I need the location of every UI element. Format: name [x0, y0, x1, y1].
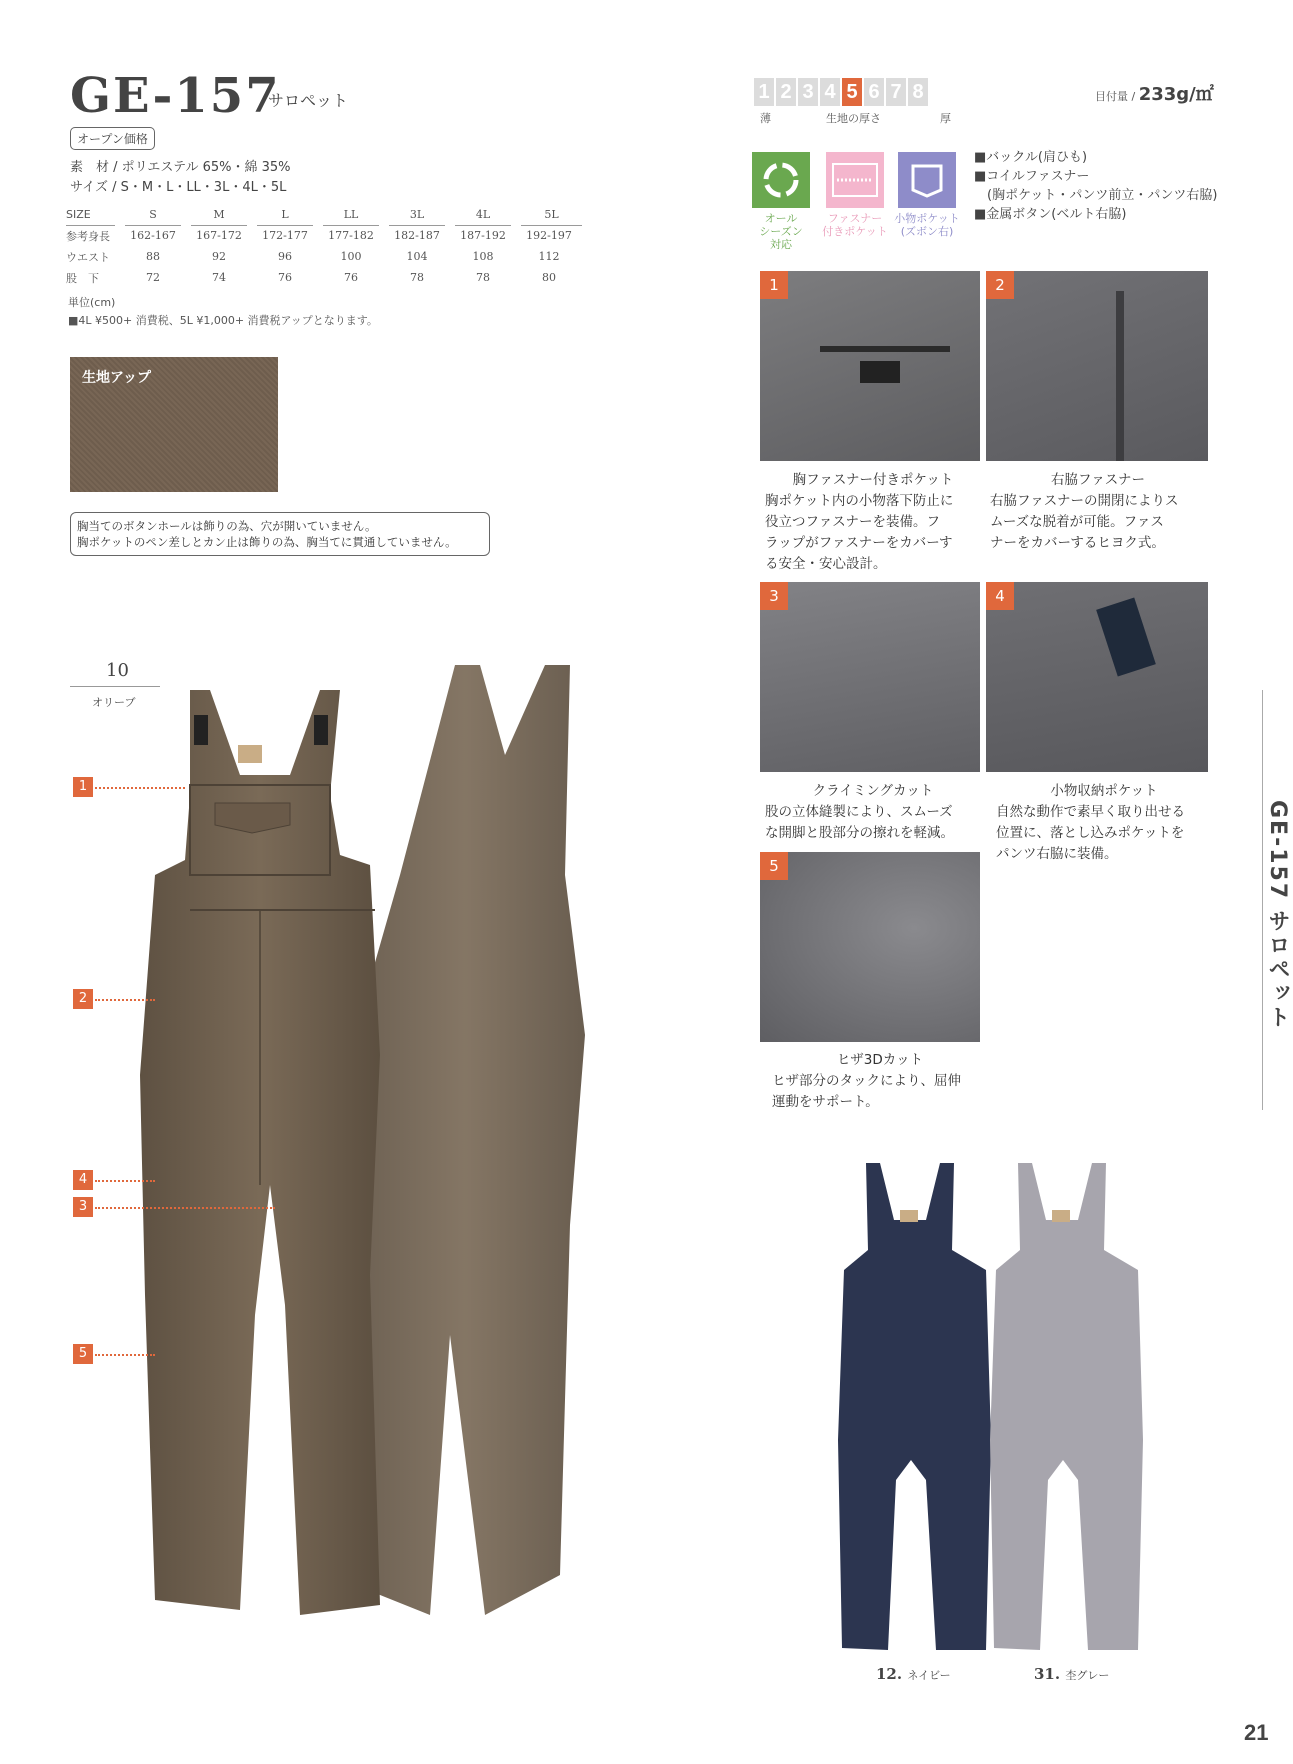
pocket-tab-graphic	[860, 361, 900, 383]
detail-text: 運動をサポート。	[772, 1094, 879, 1110]
detail-photo-2	[986, 271, 1208, 461]
callout-marker-1: 1	[73, 777, 93, 797]
size-col: S	[120, 204, 186, 225]
detail-text: ラップがファスナーをカバーす	[765, 535, 953, 551]
table-cell: 187-192	[460, 229, 506, 243]
detail-photo-5	[760, 852, 980, 1042]
sizes-line: サイズ / S・M・L・LL・3L・4L・5L	[70, 180, 287, 195]
detail-title: ヒザ3Dカット	[836, 1052, 924, 1068]
table-cell: 88	[146, 250, 160, 263]
thickness-thick-label: 厚	[940, 112, 951, 125]
thickness-label: 生地の厚さ	[826, 112, 881, 125]
thickness-level: 8	[908, 78, 928, 106]
overall-main-image	[130, 655, 690, 1655]
size-col: LL	[318, 204, 384, 225]
feature-item: (胸ポケット・パンツ前立・パンツ右脇)	[974, 188, 1218, 203]
size-head-label: SIZE	[66, 204, 120, 225]
detail-number: 2	[986, 271, 1014, 299]
color-number: 10	[106, 660, 129, 681]
detail-text: 位置に、落とし込みポケットを	[996, 825, 1185, 841]
table-cell: 177-182	[328, 229, 374, 243]
table-cell: 76	[278, 271, 292, 284]
weight-label: 目付量 /	[1095, 90, 1136, 103]
callout-marker-5: 5	[73, 1344, 93, 1364]
overall-variant-gray-image	[996, 1160, 1156, 1660]
table-cell: 96	[278, 250, 292, 263]
detail-title: クライミングカット	[812, 783, 934, 799]
feature-item: ■コイルファスナー	[974, 169, 1090, 184]
detail-caption-4	[996, 781, 1212, 865]
phone-graphic	[1096, 598, 1156, 677]
detail-number: 3	[760, 582, 788, 610]
callout-leader	[95, 1180, 155, 1182]
feature-item: ■バックル(肩ひも)	[974, 150, 1088, 165]
table-cell: 100	[340, 250, 362, 263]
callout-leader	[95, 1354, 155, 1356]
detail-number: 4	[986, 582, 1014, 610]
unit-label: 単位(cm)	[68, 296, 116, 309]
zipper-graphic	[820, 346, 950, 352]
variant-name: 杢グレー	[1065, 1669, 1110, 1682]
table-cell: 192-197	[526, 229, 572, 243]
variant-number: 12.	[876, 1665, 903, 1683]
detail-caption-1	[765, 470, 981, 575]
note-box	[70, 512, 490, 556]
detail-number: 5	[760, 852, 788, 880]
detail-title: 小物収納ポケット	[1050, 783, 1158, 799]
callout-leader	[95, 787, 185, 789]
fabric-swatch	[70, 357, 278, 492]
detail-photo-3	[760, 582, 980, 772]
callout-marker-4: 4	[73, 1170, 93, 1190]
fabric-weight	[1095, 80, 1214, 106]
small-pocket-icon	[898, 152, 956, 208]
side-zipper-graphic	[1116, 291, 1124, 461]
thickness-level: 2	[776, 78, 796, 106]
size-table-header-row	[66, 204, 582, 225]
detail-caption-5	[772, 1050, 988, 1113]
thickness-level: 6	[864, 78, 884, 106]
fabric-label: 生地アップ	[82, 370, 152, 386]
variant-number: 31.	[1034, 1665, 1061, 1683]
detail-text: 胸ポケット内の小物落下防止に	[765, 493, 954, 509]
detail-caption-2	[990, 470, 1206, 554]
detail-text: 自然な動作で素早く取り出せる	[996, 804, 1185, 820]
size-col: 4L	[450, 204, 516, 225]
table-cell: 74	[212, 271, 226, 284]
variant-label-navy	[876, 1665, 951, 1683]
table-cell: 104	[406, 250, 428, 263]
detail-title: 右脇ファスナー	[1051, 472, 1145, 488]
detail-photo-4	[986, 582, 1208, 772]
detail-caption-3	[765, 781, 981, 844]
detail-text: な開脚と股部分の擦れを軽減。	[765, 825, 954, 841]
row-label: 参考身長	[66, 229, 110, 243]
weight-value: 233g/㎡	[1138, 84, 1214, 105]
thickness-level: 4	[820, 78, 840, 106]
thickness-level-selected: 5	[842, 78, 862, 106]
table-cell: 167-172	[196, 229, 242, 243]
detail-text: パンツ右脇に装備。	[996, 846, 1118, 862]
callout-leader	[95, 1207, 275, 1209]
caption-line: 小物ポケット	[894, 212, 960, 225]
tax-note: ■4L ¥500+ 消費税、5L ¥1,000+ 消費税アップとなります。	[68, 314, 378, 327]
table-cell: 72	[146, 271, 160, 284]
size-col: 5L	[516, 204, 582, 225]
detail-number: 1	[760, 271, 788, 299]
size-col: M	[186, 204, 252, 225]
callout-leader	[95, 999, 155, 1001]
table-cell: 108	[472, 250, 494, 263]
table-cell: 182-187	[394, 229, 440, 243]
caption-line: オール	[764, 212, 798, 225]
thickness-level: 3	[798, 78, 818, 106]
all-season-caption	[746, 212, 816, 251]
thickness-level: 7	[886, 78, 906, 106]
side-tab-label: GE-157 サロペット	[1265, 800, 1290, 1030]
feature-item: ■金属ボタン(ベルト右脇)	[974, 207, 1127, 222]
caption-line: ファスナー	[827, 212, 883, 225]
small-pocket-caption	[892, 212, 962, 238]
table-row	[66, 267, 582, 288]
table-row	[66, 225, 582, 246]
price-tag: オープン価格	[70, 127, 155, 150]
all-season-icon	[752, 152, 810, 208]
detail-text: ヒザ部分のタックにより、屈伸	[772, 1073, 961, 1089]
table-cell: 92	[212, 250, 226, 263]
table-cell: 172-177	[262, 229, 308, 243]
table-cell: 162-167	[130, 229, 176, 243]
zipper-pocket-icon	[826, 152, 884, 208]
page-number: 21	[1244, 1720, 1269, 1745]
note-line: 胸当てのボタンホールは飾りの為、穴が開いていません。	[77, 519, 377, 533]
callout-marker-3: 3	[73, 1197, 93, 1217]
table-cell: 80	[542, 271, 556, 284]
detail-text: ナーをカバーするヒヨク式。	[990, 535, 1165, 551]
detail-text: 右脇ファスナーの開閉によりス	[990, 493, 1179, 509]
thickness-level: 1	[754, 78, 774, 106]
zipper-pocket-caption	[820, 212, 890, 238]
product-type: サロペット	[268, 91, 349, 110]
detail-photo-1	[760, 271, 980, 461]
color-name: オリーブ	[92, 696, 136, 709]
caption-line: 対応	[770, 238, 792, 251]
size-table	[66, 204, 582, 288]
row-label: 股 下	[66, 271, 99, 285]
overall-variant-navy-image	[836, 1160, 996, 1660]
detail-title: 胸ファスナー付きポケット	[792, 472, 954, 488]
note-line: 胸ポケットのペン差しとカン止は飾りの為、胸当てに貫通していません。	[77, 535, 457, 549]
thickness-thin-label: 薄	[760, 112, 771, 125]
size-col: L	[252, 204, 318, 225]
material-line: 素 材 / ポリエステル 65%・綿 35%	[70, 160, 291, 175]
size-col: 3L	[384, 204, 450, 225]
variant-label-gray	[1034, 1665, 1109, 1683]
table-cell: 78	[410, 271, 424, 284]
caption-line: シーズン	[759, 225, 803, 238]
variant-name: ネイビー	[907, 1669, 951, 1682]
detail-text: ムーズな脱着が可能。ファス	[990, 514, 1164, 530]
feature-list	[974, 148, 1218, 224]
row-label: ウエスト	[66, 250, 110, 264]
detail-text: 役立つファスナーを装備。フ	[765, 514, 940, 530]
detail-text: 股の立体縫製により、スムーズ	[765, 804, 953, 820]
model-number: GE-157	[70, 68, 281, 124]
detail-text: る安全・安心設計。	[765, 556, 887, 572]
caption-line: (ズボン右)	[900, 225, 954, 238]
table-cell: 78	[476, 271, 490, 284]
callout-marker-2: 2	[73, 989, 93, 1009]
caption-line: 付きポケット	[822, 225, 888, 238]
table-cell: 112	[538, 250, 560, 263]
table-row	[66, 246, 582, 267]
thickness-scale	[754, 78, 928, 106]
table-cell: 76	[344, 271, 358, 284]
